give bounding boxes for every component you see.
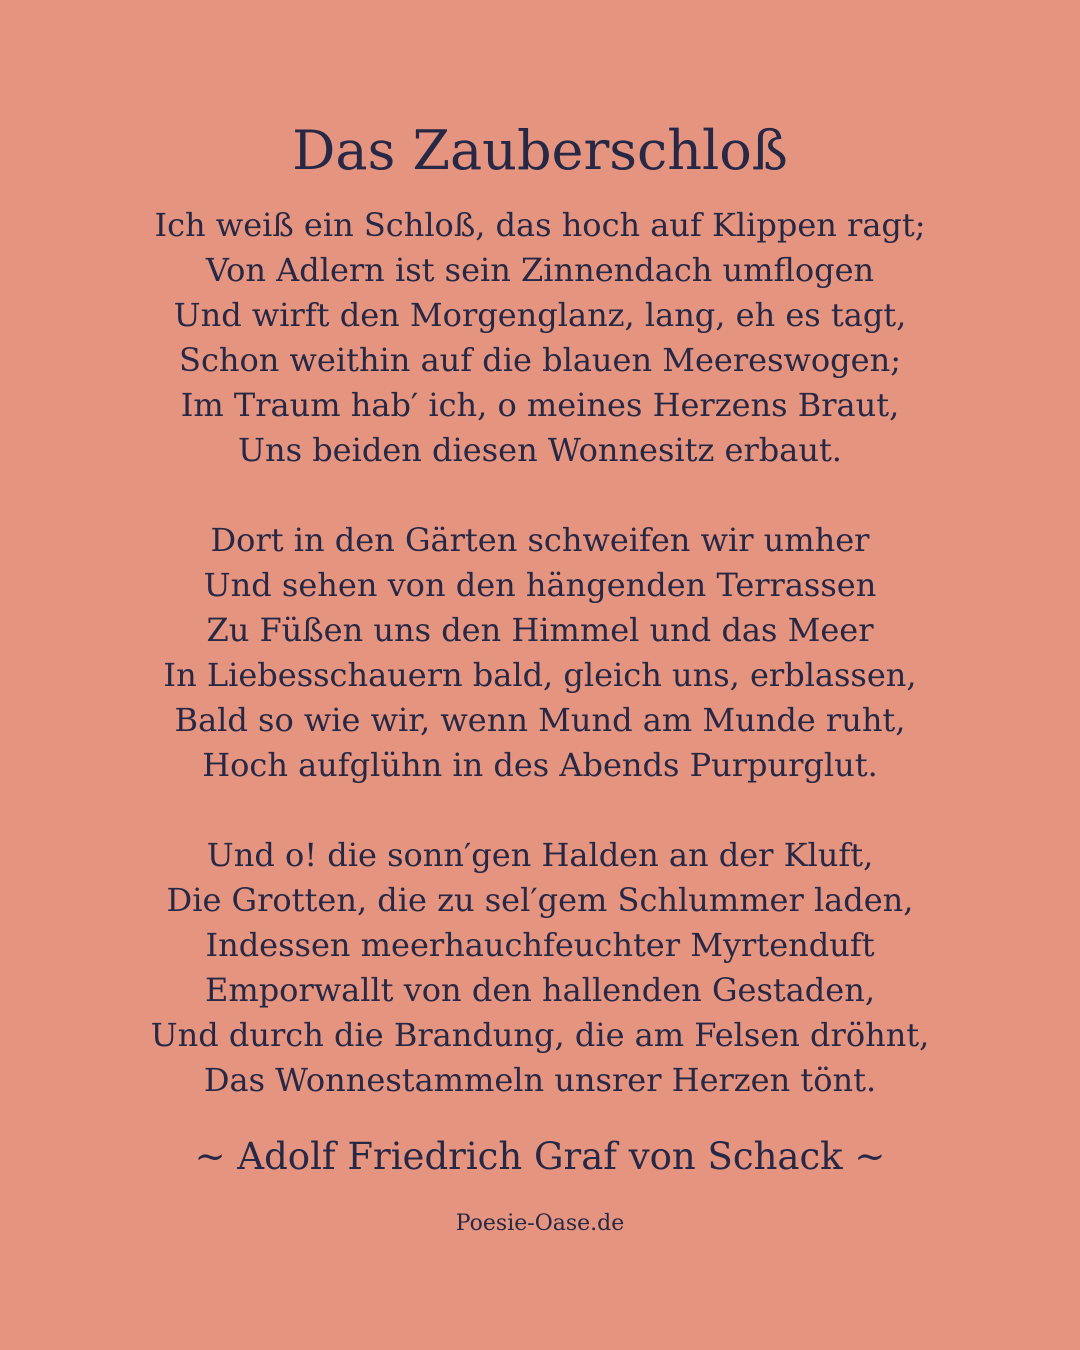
- poem-line: Bald so wie wir, wenn Mund am Munde ruht,: [174, 701, 906, 739]
- poem-line: Die Grotten, die zu sel′gem Schlummer laden,: [166, 881, 914, 919]
- poem-line: Im Traum hab′ ich, o meines Herzens Braut,: [180, 386, 900, 424]
- poem-line: Zu Füßen uns den Himmel und das Meer: [206, 611, 874, 649]
- poem-line: Schon weithin auf die blauen Meereswogen;: [179, 341, 901, 379]
- stanza-2: [0, 518, 1080, 788]
- site-credit: Poesie-Oase.de: [455, 1211, 625, 1236]
- stanza-1: [0, 203, 1080, 473]
- poem-line: Ich weiß ein Schloß, das hoch auf Klippen ragt;: [154, 206, 926, 244]
- poem-line: Indessen meerhauchfeuchter Myrtenduft: [205, 926, 875, 964]
- poem-line: Uns beiden diesen Wonnesitz erbaut.: [238, 431, 842, 469]
- poem-title: Das Zauberschloß: [292, 119, 788, 182]
- poem-line: Und durch die Brandung, die am Felsen dröhnt,: [150, 1016, 930, 1054]
- poem-line: Das Wonnestammeln unsrer Herzen tönt.: [203, 1061, 877, 1099]
- poem-body: [0, 203, 1080, 1148]
- poem-line: Hoch aufglühn in des Abends Purpurglut.: [202, 746, 878, 784]
- poem-author: ~ Adolf Friedrich Graf von Schack ~: [194, 1135, 886, 1178]
- poem-line: Von Adlern ist sein Zinnendach umflogen: [205, 251, 875, 289]
- poem-line: Und o! die sonn′gen Halden an der Kluft,: [206, 836, 874, 874]
- poem-line: Und sehen von den hängenden Terrassen: [203, 566, 877, 604]
- poem-line: Und wirft den Morgenglanz, lang, eh es tagt,: [173, 296, 907, 334]
- poem-line: In Liebesschauern bald, gleich uns, erblassen,: [163, 656, 917, 694]
- poem-line: Emporwallt von den hallenden Gestaden,: [204, 971, 875, 1009]
- stanza-3: [0, 833, 1080, 1103]
- poem-line: Dort in den Gärten schweifen wir umher: [210, 521, 870, 559]
